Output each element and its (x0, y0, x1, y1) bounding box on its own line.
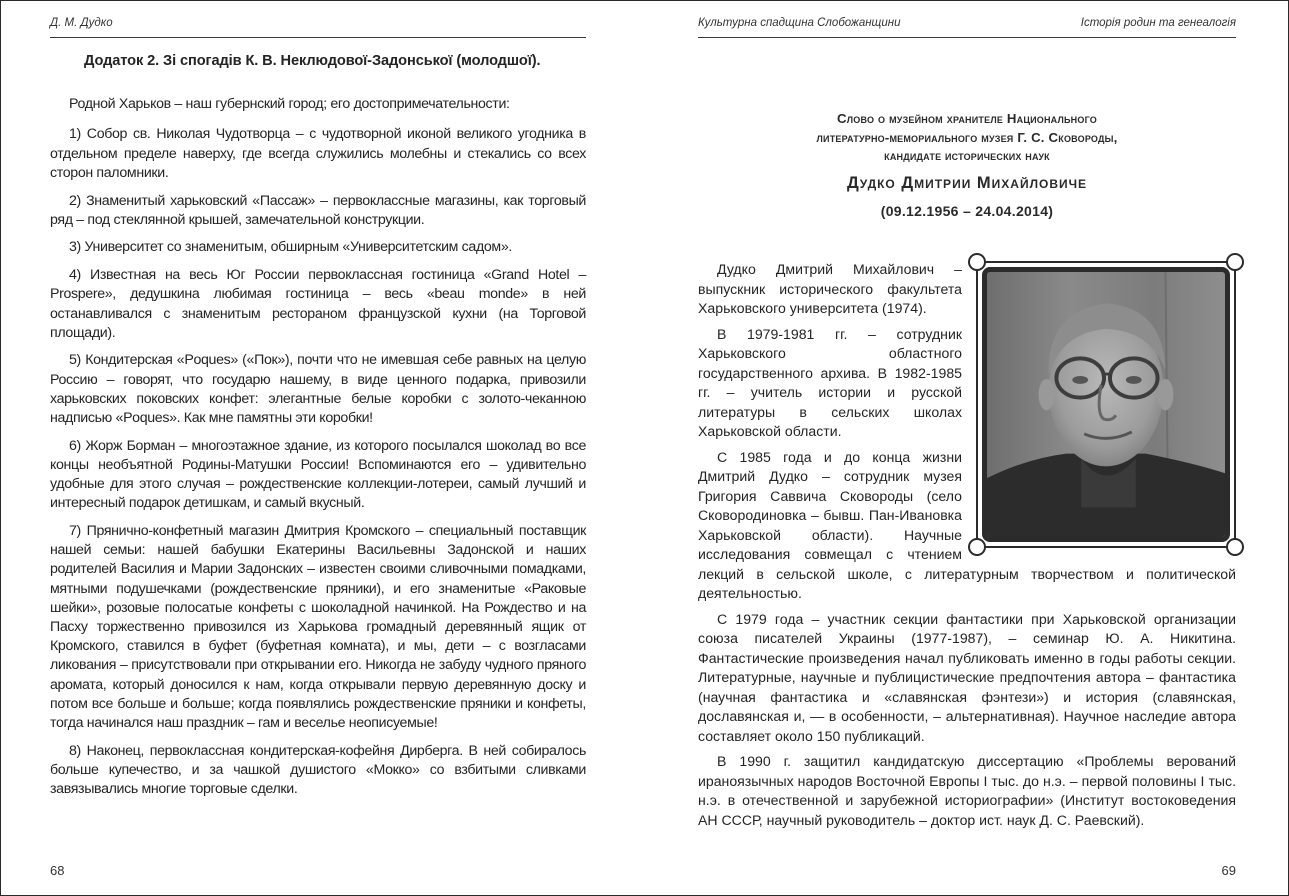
bio-paragraph: Дудко Дмитрий Михайлович – выпускник исторического факультета Харьковского университета (1974). (698, 261, 962, 316)
article-title-line: литературно-мемориального музея Г. С. Сковороды, (816, 130, 1118, 145)
page-number: 68 (50, 863, 65, 878)
article-title-line: кандидате исторических наук (884, 149, 1050, 163)
left-page-content (50, 46, 586, 808)
article-title-line: Слово о музейном хранителе Национального (837, 111, 1097, 126)
list-item: 8) Наконец, первоклассная кондитерская-кофейня Дирберга. В ней собиралось больше купечество, и за чашкой душистого «Мокко» со взбитыми сливками завязывались многие торговые сделки. (50, 742, 586, 798)
intro-paragraph: Родной Харьков – наш губернский город; его достопримечательности: (69, 96, 510, 113)
list-item: 3) Университет со знаменитым, обширным «Университетским садом». (69, 239, 512, 256)
list-item: 5) Кондитерская «Poques» («Пок»), почти что не имевшая себе равных на целую Россию – говорят, что государю нашему, в виде ценного подарка, привозили харьковских поковских конфет: элегантные белые коробки с золото-чеканною надписью «Poques». Как мне памятны эти коробки! (50, 352, 586, 427)
running-head-section: Історія родин та генеалогія (1080, 17, 1236, 29)
appendix-title: Додаток 2. Зі спогадів К. В. Неклюдової-Задонської (молодшої). (84, 53, 541, 69)
list-item: 4) Известная на весь Юг России первоклассная гостиница «Grand Hotel – Prospere», дедушкина любимая гостиница – весь «beau monde» в ней останавливался с знаменитым рестораном французской кухни (на Торговой площади). (50, 267, 586, 341)
article-subject-dates: (09.12.1956 – 24.04.2014) (880, 203, 1054, 219)
running-head-author: Д. М. Дудко (50, 17, 113, 29)
frame-corner-ornament (1226, 538, 1244, 556)
bio-paragraph: В 1990 г. защитил кандидатскую диссертацию «Проблемы верований ираноязычных народов Восточной Европы I тыс. до н.э. – первой половины I тыс. н.э. в отечественной и зарубежной историографии» (Институт востоковедения АН СССР, научный руководитель – доктор ист. наук Д. С. Раевский). (698, 753, 1236, 828)
frame-corner-ornament (968, 253, 986, 271)
photo-image (982, 267, 1230, 542)
bio-paragraph: С 1979 года – участник секции фантастики при Харьковской организации союза писателей Украины (1977-1987), – семинар Ю. А. Никитина. Фантастические произведения начал публиковать именно в годы работы секции. Литературные, научные и публицистические предпочтения автора – фантастика (научная фантастика и «славянская фэнтези») и история (славянская, дославянская и, — в особенности, – альтернативная). Научное наследие автора составляет около 150 публикаций. (698, 610, 1236, 744)
running-head-journal: Культурна спадщина Слобожанщини (698, 17, 901, 29)
list-item: 1) Собор св. Николая Чудотворца – с чудотворной иконой великого угодника в отдельном пределе наверху, где всегда служились молебны и стекались со всех сторон паломники. (50, 126, 586, 181)
running-head (50, 15, 586, 38)
right-page-content (698, 109, 1236, 836)
running-head (698, 15, 1236, 38)
right-page (645, 1, 1288, 895)
biography-body (698, 260, 1236, 830)
list-item: 2) Знаменитый харьковский «Пассаж» – первоклассные магазины, как торговый ряд – под стеклянной крышей, замечательной конструкции. (50, 192, 586, 228)
portrait-photo (976, 261, 1236, 548)
bio-paragraph: В 1979-1981 гг. – сотрудник Харьковского областного государственного архива. В 1982-1985 гг. – учитель истории и русской литературы в сельских школах Харьковской области. (698, 325, 962, 439)
page-number: 69 (1221, 863, 1236, 878)
frame-corner-ornament (968, 538, 986, 556)
list-item: 7) Прянично-конфетный магазин Дмитрия Кромского – специальный поставщик нашей семьи: нашей бабушки Екатерины Васильевны Задонской и наших родителей Василия и Марии Задонских – известен своими сливочными помадками, мятными подушечками (рождественские пряники), и его знаменитые «Раковые шейки», розовые полосатые конфеты с шоколадной начинкой. На Рождество и на Пасху торжественно привозился из Харькова громадный деревянный ящик от Кромского, ставился в буфет (буфетная комната), и мы, дети – с возгласами ликования – присутствовали при открывании его. Никогда не забуду чудного пряного аромата, который доносился к нам, когда открывали первую деревянную доску и потом все больше и больше; когда появлялись рождественские пряники и конфеты, тогда начинался наш праздник – гам и веселье неописуемые! (50, 523, 586, 732)
list-item: 6) Жорж Борман – многоэтажное здание, из которого посылался шоколад во все концы необъятной Родины-Матушки России! Вспоминаются его – удивительно удобные для этого случая – рождественские коллекции-лотереи, самый лучший и интересный подарок детишкам, и самый вкусный. (50, 437, 586, 512)
article-title (698, 109, 1236, 222)
left-page (1, 1, 645, 895)
article-subject-name: Дудко Дмитрии Михайловиче (846, 174, 1088, 192)
frame-corner-ornament (1226, 253, 1244, 271)
portrait-icon (987, 272, 1225, 537)
bio-paragraph: С 1985 года и до конца жизни Дмитрий Дудко – сотрудник музея Григория Саввича Сковороды (село Сковородиновка – бывш. Пан-Ивановка Харьковской области). Научные исследования совмещал с чтением лекций в сельской школе, с литературным творчеством и политической деятельностью. (698, 448, 1236, 601)
